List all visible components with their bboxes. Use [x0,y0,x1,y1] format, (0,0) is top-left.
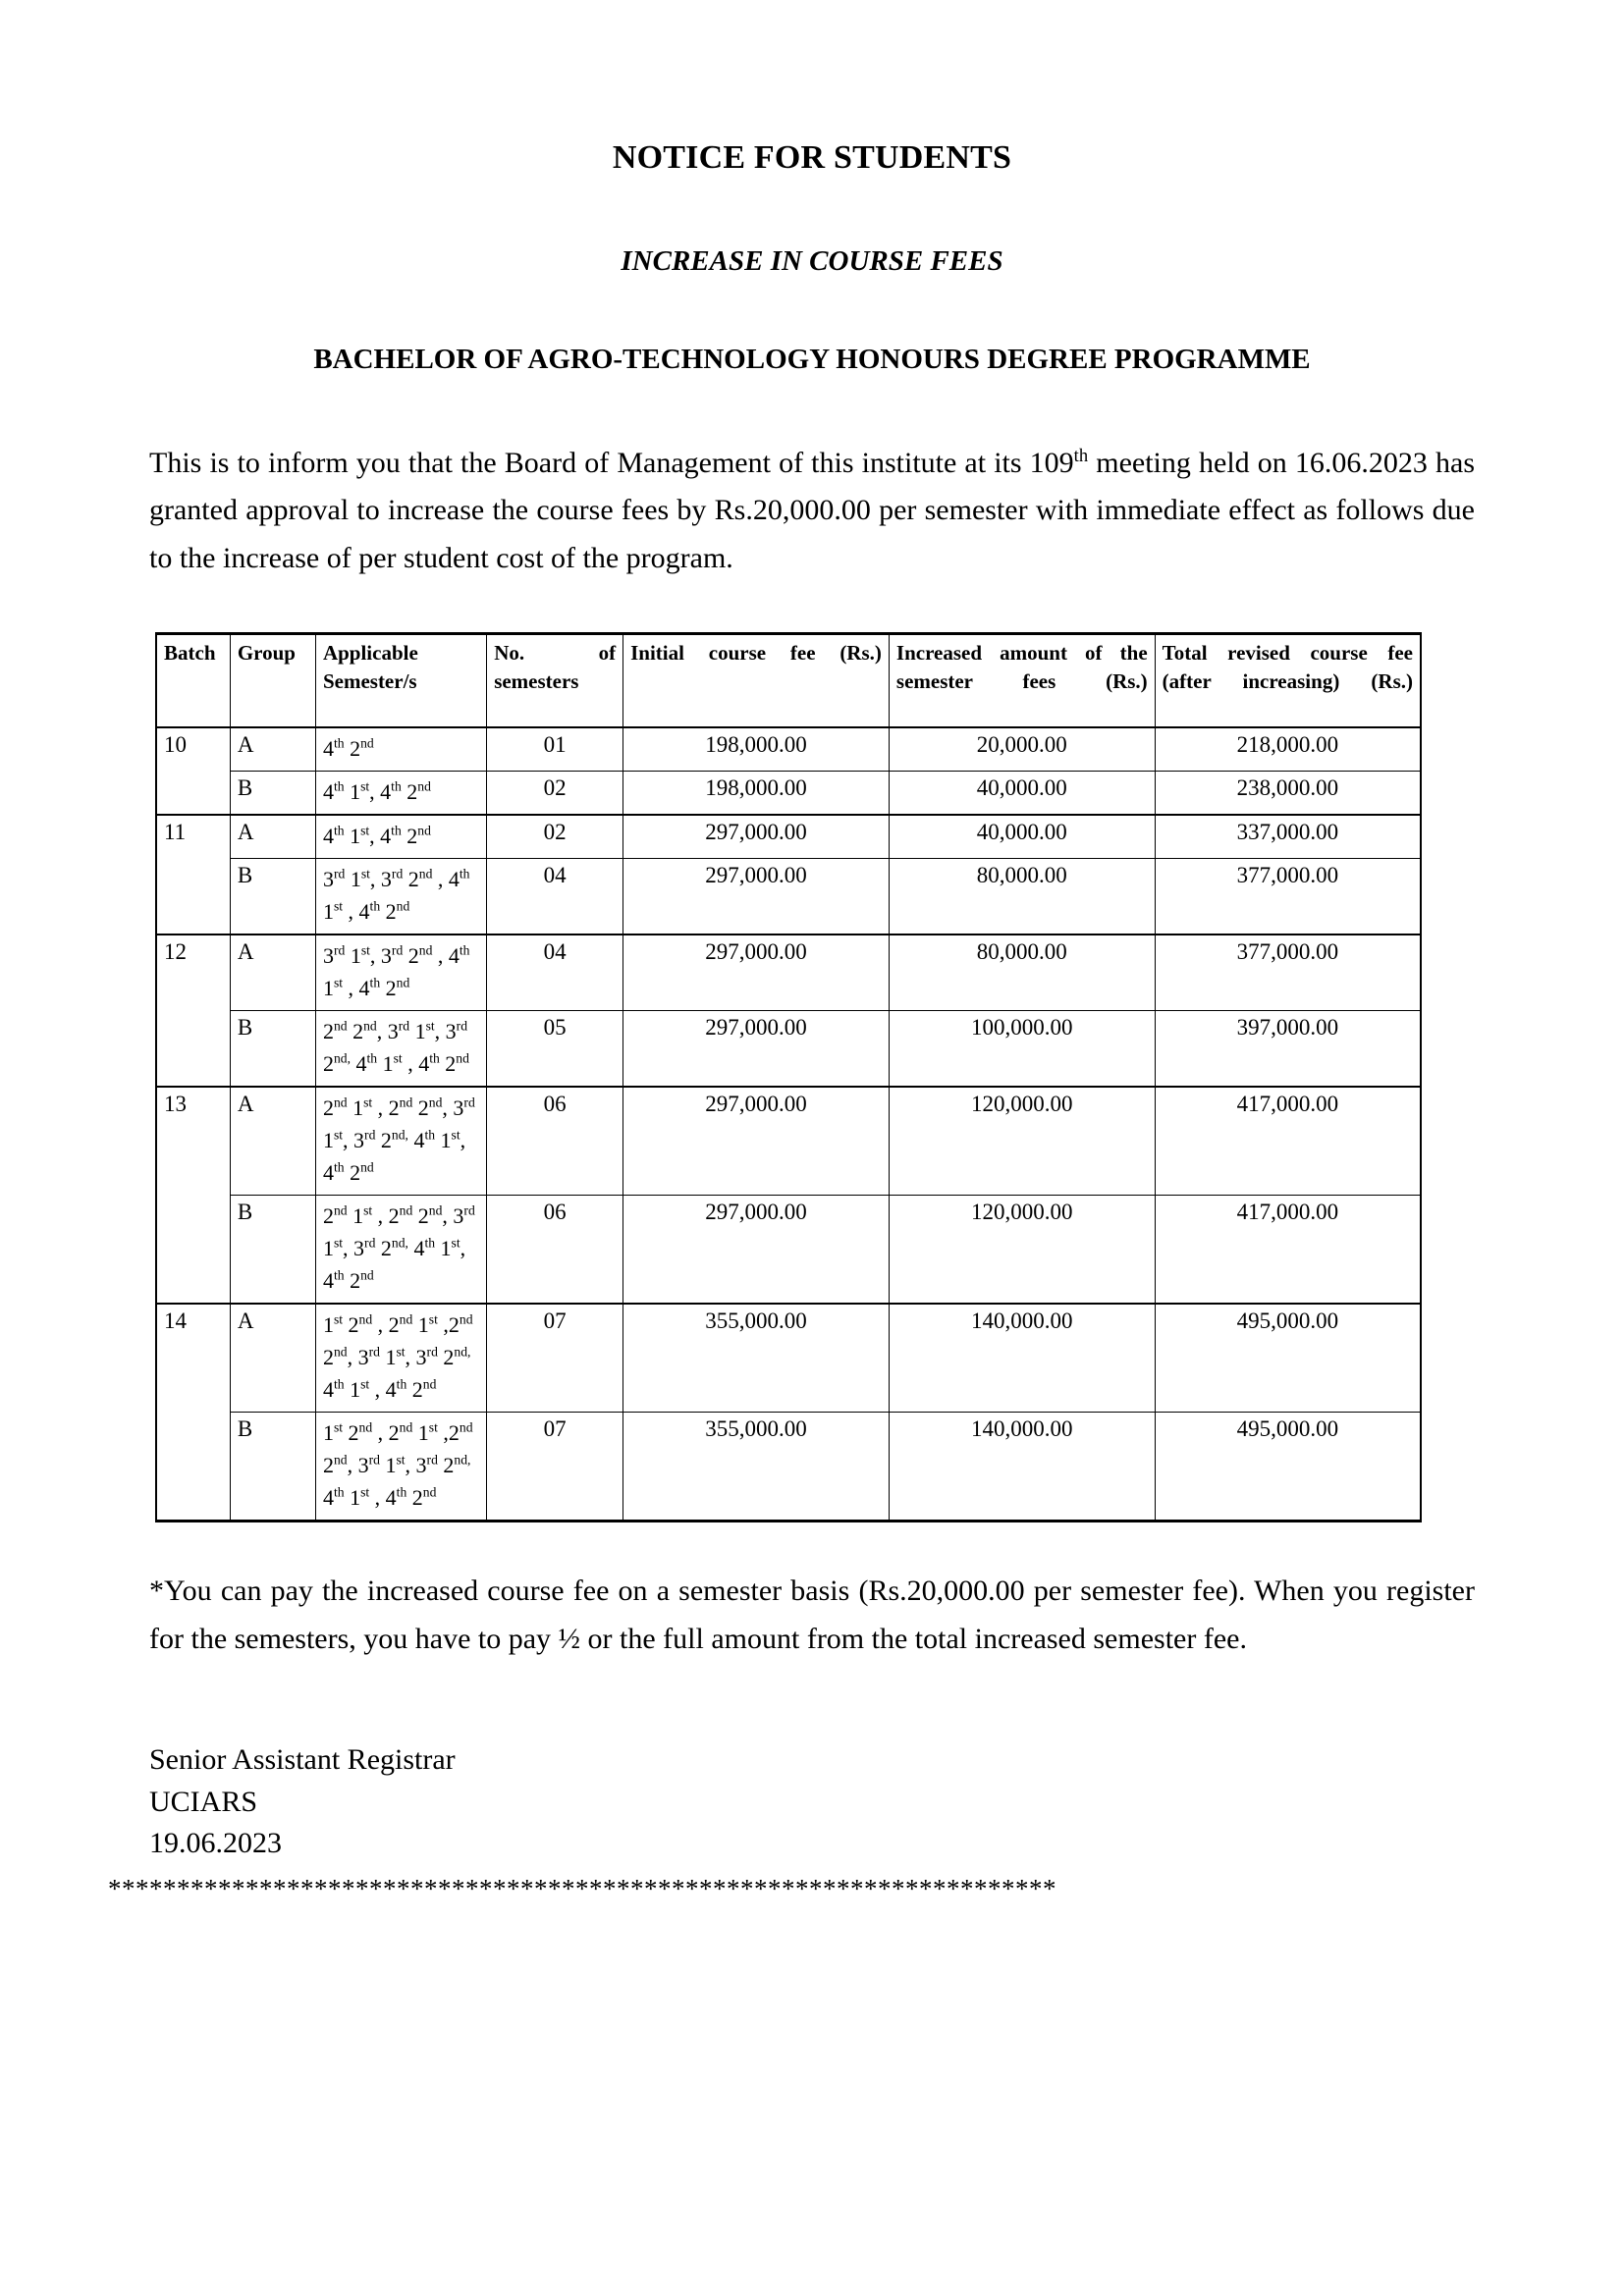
cell-no-of-semesters: 04 [487,859,623,935]
table-row [156,1196,1421,1305]
cell-initial-fee: 355,000.00 [623,1413,890,1522]
cell-no-of-semesters: 01 [487,727,623,772]
cell-batch: 14 [156,1304,230,1522]
column-header-increased-amount: Increased amount of the semester fees (Rs.) [889,633,1155,727]
asterisk-divider: ********************************************************************* [108,1874,1056,1904]
column-header-batch: Batch [156,633,230,727]
intro-text-part1: This is to inform you that the Board of Management of this institute at its 109 [149,446,1074,479]
cell-increased-amount: 120,000.00 [889,1087,1155,1196]
cell-group: A [230,815,315,859]
cell-batch: 10 [156,727,230,815]
cell-initial-fee: 297,000.00 [623,815,890,859]
intro-paragraph [149,379,1475,583]
cell-batch: 13 [156,1087,230,1304]
signature-block [108,1663,1475,1904]
cell-group: B [230,1011,315,1088]
cell-increased-amount: 140,000.00 [889,1304,1155,1413]
cell-applicable-semesters: 4th 1st, 4th 2nd [315,815,486,859]
note-section [149,1522,1475,1663]
cell-initial-fee: 297,000.00 [623,1196,890,1305]
table-row [156,1304,1421,1413]
cell-initial-fee: 297,000.00 [623,1011,890,1088]
cell-initial-fee: 297,000.00 [623,1087,890,1196]
cell-no-of-semesters: 07 [487,1413,623,1522]
cell-batch: 11 [156,815,230,934]
cell-increased-amount: 40,000.00 [889,815,1155,859]
cell-applicable-semesters: 2nd 2nd, 3rd 1st, 3rd $2^{nd,}$ 4th 1st , 4th 2nd [315,1011,486,1088]
cell-increased-amount: 140,000.00 [889,1413,1155,1522]
cell-applicable-semesters: 1st 2nd , 2nd 1st ,2nd 2nd, 3rd 1st, 3rd $2^{nd,}$ 4th 1st , 4th 2nd [315,1304,486,1413]
cell-total-revised: 397,000.00 [1155,1011,1421,1088]
cell-group: A [230,727,315,772]
table-row [156,727,1421,772]
column-header-no-of-semesters: No. of semesters [487,633,623,727]
cell-no-of-semesters: 02 [487,815,623,859]
cell-group: A [230,1087,315,1196]
cell-no-of-semesters: 06 [487,1196,623,1305]
cell-group: B [230,1413,315,1522]
cell-applicable-semesters: 4th 2nd [315,727,486,772]
column-header-total-revised: Total revised course fee (after increasing) (Rs.) [1155,633,1421,727]
table-row [156,1011,1421,1088]
cell-no-of-semesters: 05 [487,1011,623,1088]
cell-applicable-semesters: 2nd 1st , 2nd 2nd, 3rd 1st, 3rd $2^{nd,}$ 4th 1st, 4th 2nd [315,1087,486,1196]
cell-total-revised: 417,000.00 [1155,1196,1421,1305]
cell-applicable-semesters: 3rd 1st, 3rd 2nd , 4th 1st , 4th 2nd [315,859,486,935]
cell-group: B [230,859,315,935]
cell-initial-fee: 297,000.00 [623,859,890,935]
cell-increased-amount: 20,000.00 [889,727,1155,772]
cell-initial-fee: 198,000.00 [623,727,890,772]
fees-table-container [149,583,1475,1523]
cell-total-revised: 238,000.00 [1155,772,1421,816]
intro-text-part2: meeting held on 16.06.2023 has granted approval to increase the course fees by Rs.20,000.00 per semester with immediate effect as follows due to the increase of per student cost of the program. [149,446,1475,574]
cell-group: A [230,1304,315,1413]
page-title: NOTICE FOR STUDENTS [612,139,1012,176]
table-row [156,934,1421,1011]
cell-no-of-semesters: 07 [487,1304,623,1413]
cell-group: A [230,934,315,1011]
fees-table [155,632,1422,1523]
cell-increased-amount: 120,000.00 [889,1196,1155,1305]
cell-applicable-semesters: 2nd 1st , 2nd 2nd, 3rd 1st, 3rd $2^{nd,}$ 4th 1st, 4th 2nd [315,1196,486,1305]
cell-increased-amount: 80,000.00 [889,859,1155,935]
cell-increased-amount: 100,000.00 [889,1011,1155,1088]
cell-increased-amount: 80,000.00 [889,934,1155,1011]
table-row [156,1087,1421,1196]
cell-total-revised: 377,000.00 [1155,934,1421,1011]
cell-group: B [230,1196,315,1305]
cell-initial-fee: 297,000.00 [623,934,890,1011]
column-header-semesters: Applicable Semester/s [315,633,486,727]
cell-total-revised: 417,000.00 [1155,1087,1421,1196]
cell-initial-fee: 198,000.00 [623,772,890,816]
cell-no-of-semesters: 04 [487,934,623,1011]
cell-total-revised: 337,000.00 [1155,815,1421,859]
signatory-institute: UCIARS [149,1785,258,1818]
table-row [156,815,1421,859]
cell-increased-amount: 40,000.00 [889,772,1155,816]
cell-total-revised: 495,000.00 [1155,1413,1421,1522]
signature-date: 19.06.2023 [149,1827,282,1860]
column-header-initial-fee: Initial course fee (Rs.) [623,633,890,727]
cell-batch: 12 [156,934,230,1087]
cell-total-revised: 495,000.00 [1155,1304,1421,1413]
cell-no-of-semesters: 02 [487,772,623,816]
fees-table-body [156,727,1421,1522]
cell-total-revised: 377,000.00 [1155,859,1421,935]
cell-applicable-semesters: 3rd 1st, 3rd 2nd , 4th 1st , 4th 2nd [315,934,486,1011]
cell-applicable-semesters: 4th 1st, 4th 2nd [315,772,486,816]
table-row [156,859,1421,935]
cell-no-of-semesters: 06 [487,1087,623,1196]
fees-table-head [156,633,1421,727]
table-row [156,772,1421,816]
table-row [156,1413,1421,1522]
column-header-group: Group [230,633,315,727]
payment-note: *You can pay the increased course fee on a semester basis (Rs.20,000.00 per semester fee). When you register for the semesters, you have to pay ½ or the full amount from the total increased semester fee. [149,1575,1475,1655]
cell-group: B [230,772,315,816]
cell-applicable-semesters: 1st 2nd , 2nd 1st ,2nd 2nd, 3rd 1st, 3rd $2^{nd,}$ 4th 1st , 4th 2nd [315,1413,486,1522]
table-header-row [156,633,1421,727]
signatory-designation: Senior Assistant Registrar [149,1743,456,1777]
programme-title: BACHELOR OF AGRO-TECHNOLOGY HONOURS DEGREE PROGRAMME [313,343,1311,375]
subtitle: INCREASE IN COURSE FEES [621,244,1003,277]
ordinal-suffix: th [1073,445,1089,466]
intro-section [149,379,1475,583]
cell-initial-fee: 355,000.00 [623,1304,890,1413]
cell-total-revised: 218,000.00 [1155,727,1421,772]
